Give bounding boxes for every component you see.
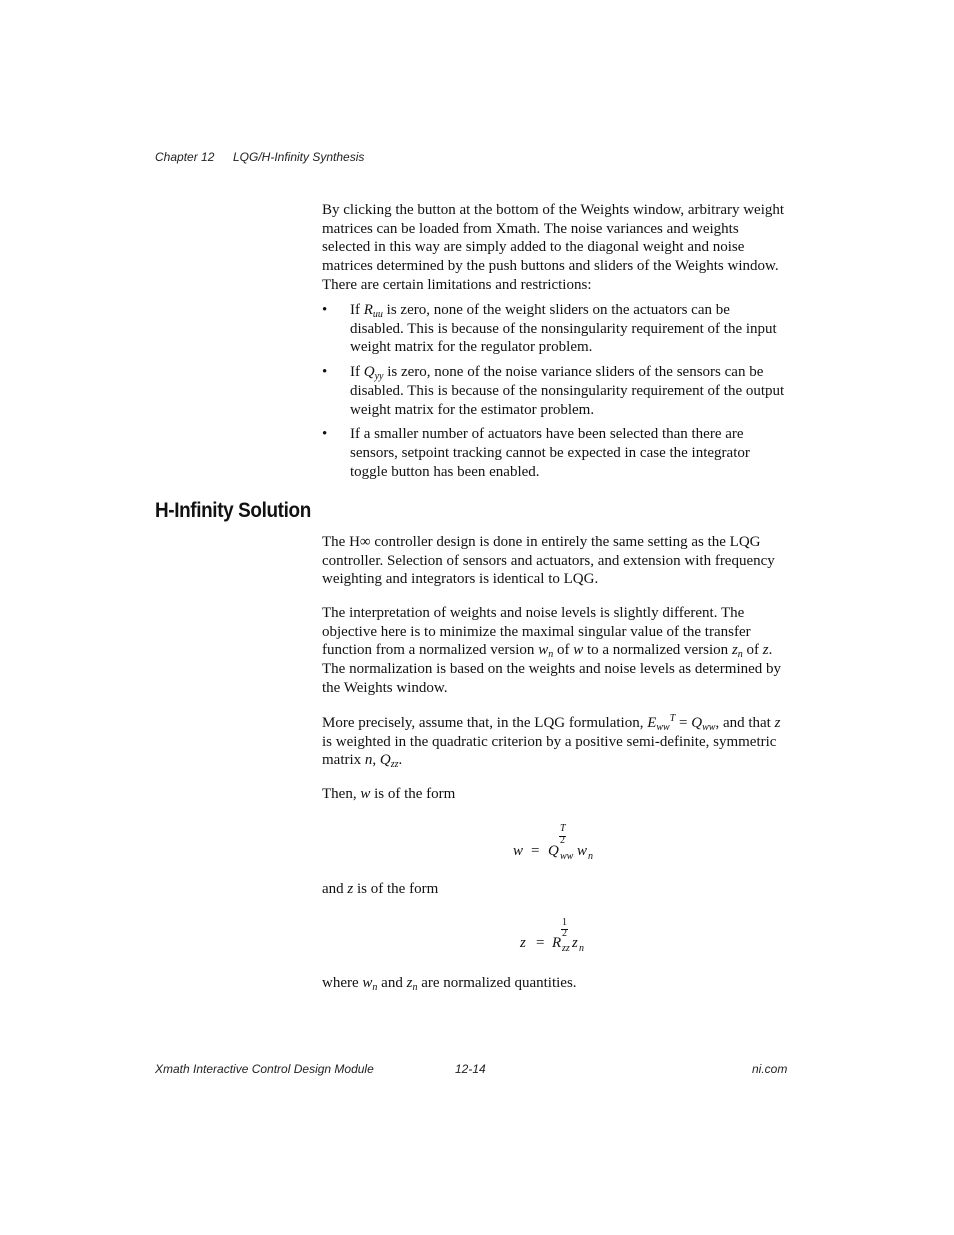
equation-z: z = R 1 2 zz z n <box>520 917 584 954</box>
list-item: • If $R_{uu}$ is zero, none of the weight sliders on the actuators can be disabled. This is because of the nonsingularity requirement of the input weight matrix for the regulator problem. <box>322 302 777 356</box>
equation-w: w = Q T 2 ww w n <box>513 823 593 862</box>
restrictions-list <box>322 301 787 487</box>
header-chapter: Chapter 12 <box>155 150 215 164</box>
intro-paragraph: By clicking the button at the bottom of the Weights window, arbitrary weight matrices can be loaded from Xmath. The noise variances and weights selected in this way are simply added to the diagonal weight and noise matrices determined by the push buttons and sliders of the Weights window. There are certain limitations and restrictions: <box>322 202 785 293</box>
footer-page-number: 12-14 <box>455 1062 486 1076</box>
bullet-marker: • <box>322 426 328 443</box>
footer-website: ni.com <box>752 1062 788 1076</box>
list-item: • If $Q_{yy}$ is zero, none of the noise variance sliders of the sensors can be disabled. This is because of the nonsingularity requirement of the output weight matrix for the estimator problem. <box>322 364 785 418</box>
section-paragraph-2: The interpretation of weights and noise levels is slightly different. The objective here is to minimize the maximal singular value of the transfer function from a normalized version $w_n$ of w to a normalized version $z_n$ of z. The normalization is based on the weights and noise levels as determined by the Weights window. <box>322 605 782 696</box>
section-heading: H-Infinity Solution <box>155 499 311 522</box>
and-z-line: and z is of the form <box>322 881 439 897</box>
section-paragraph-3: More precisely, assume that, in the LQG formulation, $E_{ww}^T = Q_{ww}$, and that z is weighted in the quadratic criterion by a positive semi-definite, symmetric matrix n, $Q_{zz}$. <box>322 713 781 771</box>
bullet-marker: • <box>322 364 328 381</box>
then-line: Then, w is of the form <box>322 786 456 802</box>
header-title: LQG/H-Infinity Synthesis <box>233 150 365 164</box>
where-line: where $w_n$ and $z_n$ are normalized quantities. <box>322 975 577 993</box>
section-paragraph-1: The H∞ controller design is done in entirely the same setting as the LQG controller. Selection of sensors and actuators, and extension with frequency weighting and integrators is identical to LQG. <box>322 534 775 588</box>
list-item: • If a smaller number of actuators have been selected than there are sensors, setpoint tracking cannot be expected in case the integrator toggle button has been enabled. <box>322 426 750 480</box>
bullet-marker: • <box>322 302 328 318</box>
footer-module-title: Xmath Interactive Control Design Module <box>155 1062 374 1076</box>
